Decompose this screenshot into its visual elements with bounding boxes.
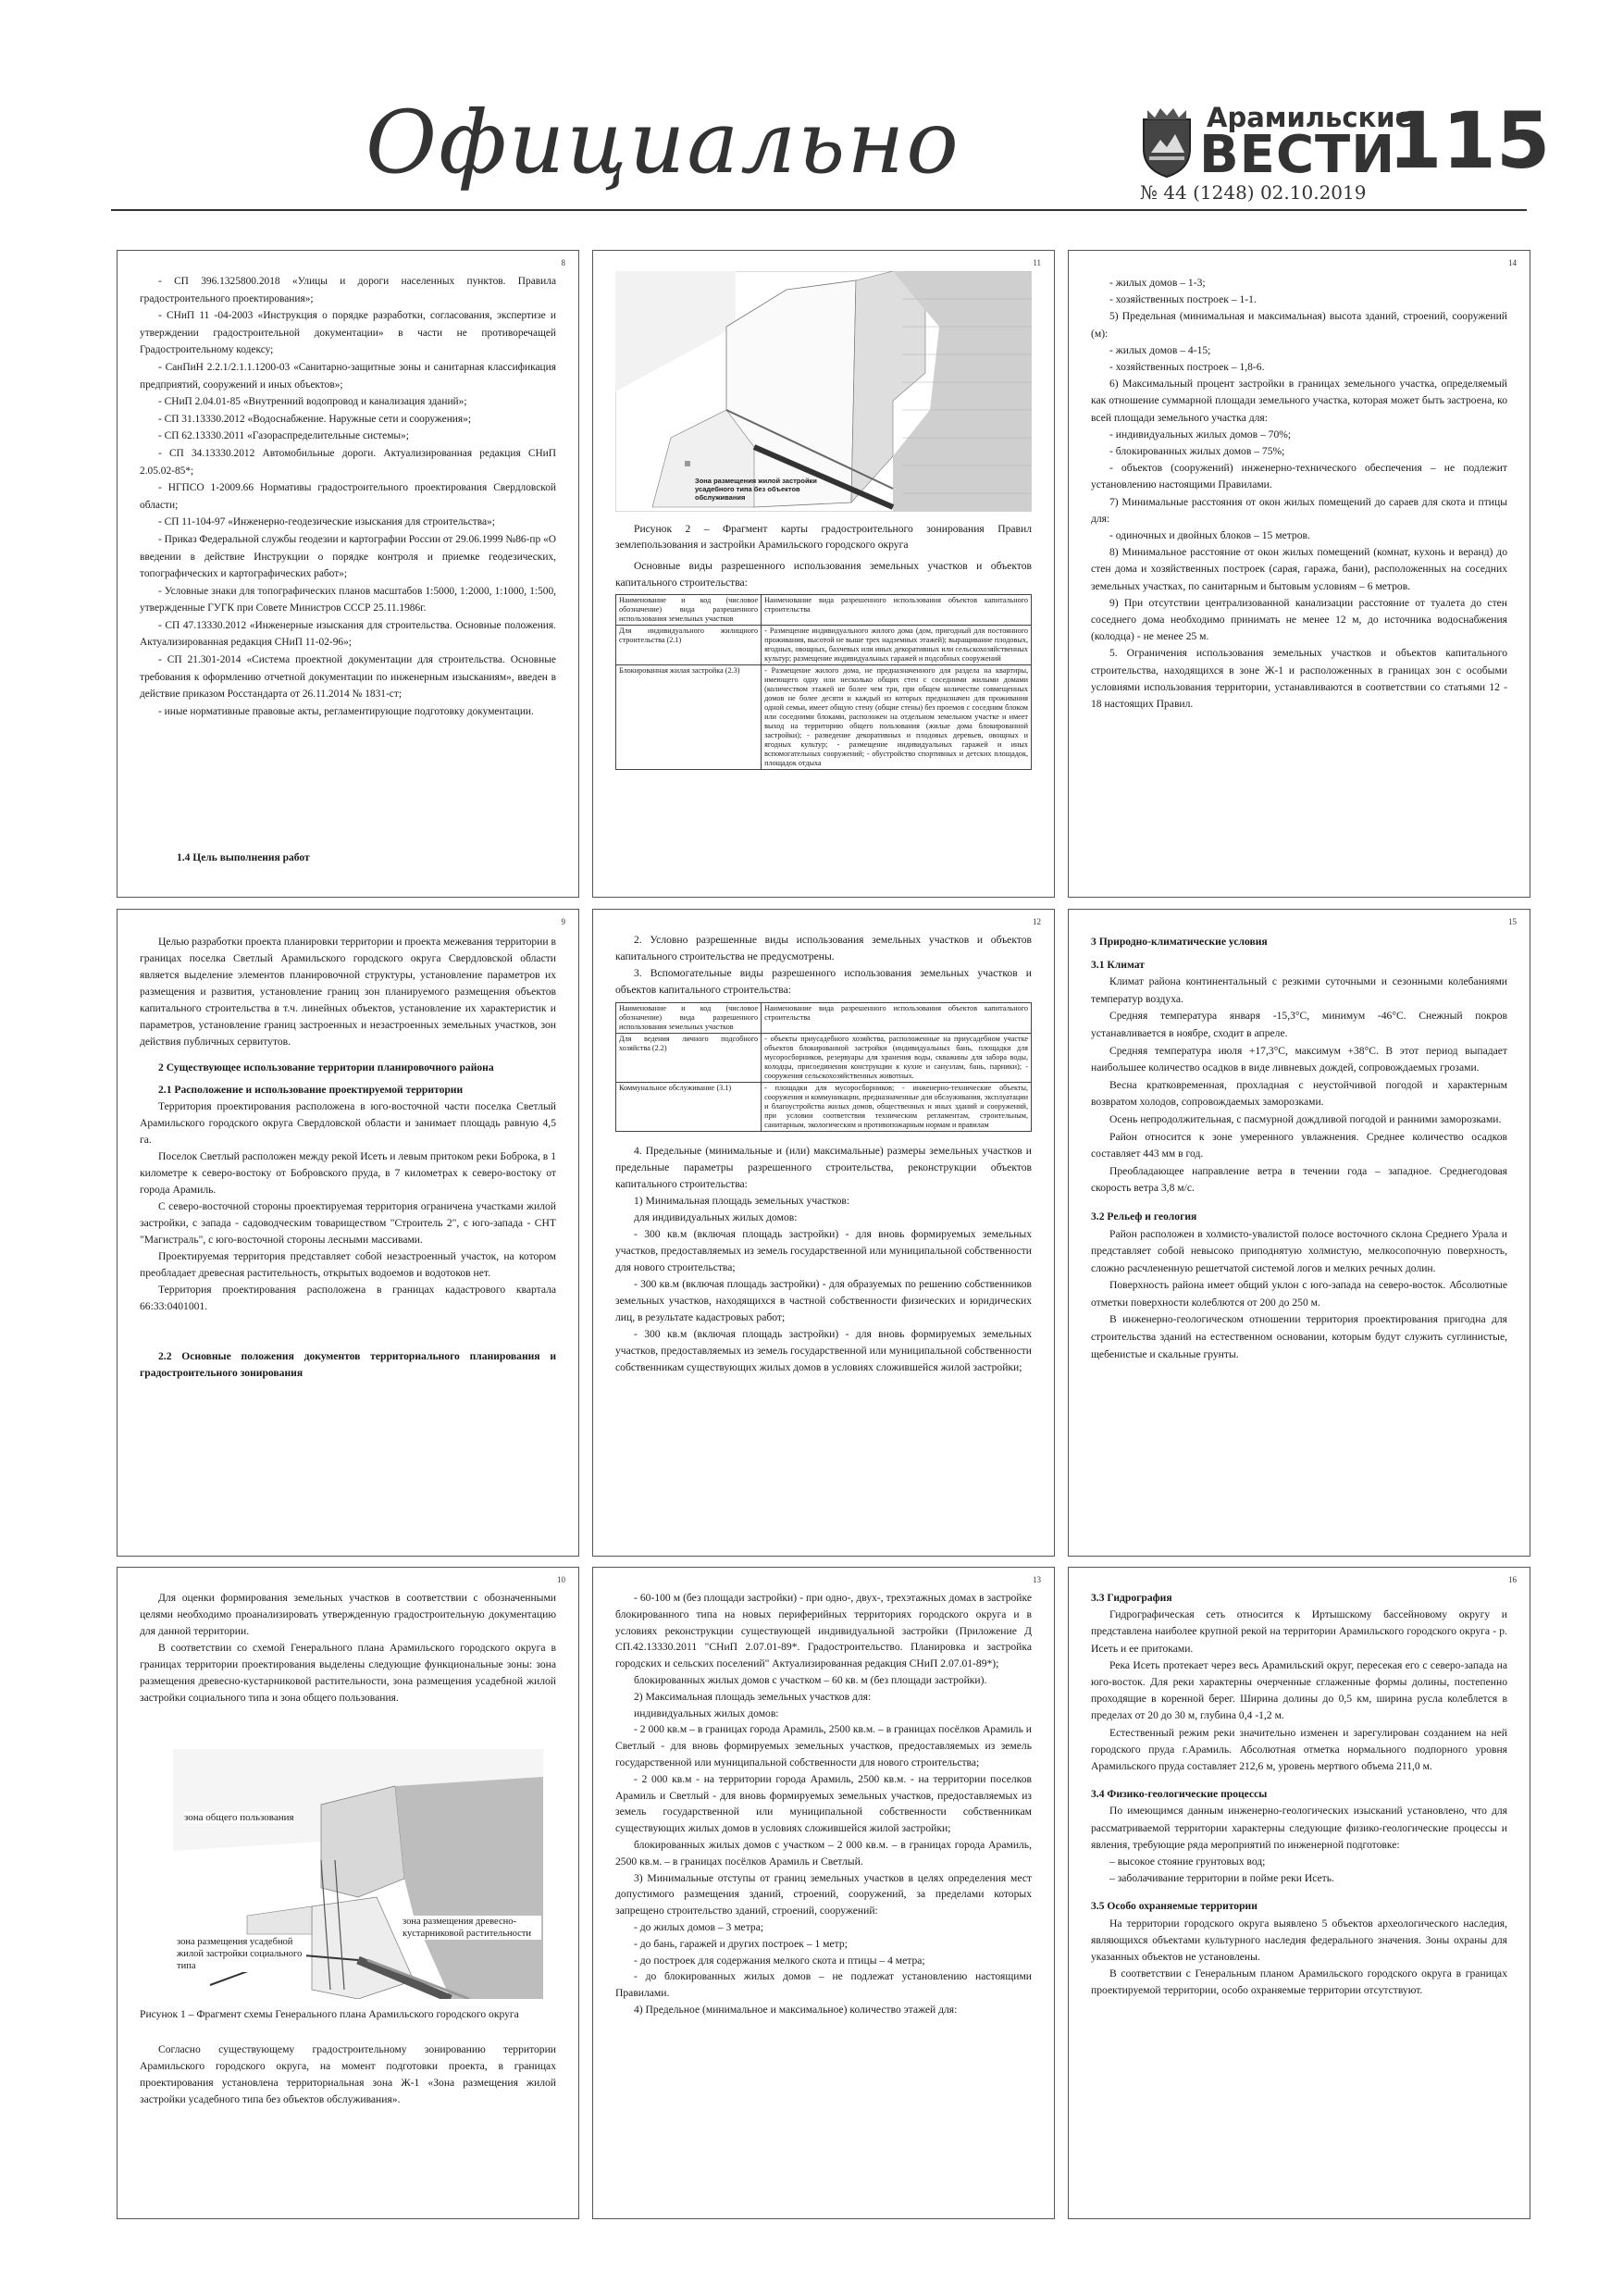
list-item: - иные нормативные правовые акты, регламентирующие подготовку документации. (158, 705, 534, 717)
figure-caption: Рисунок 2 – Фрагмент карты градостроительного зонирования Правил землепользования и застройки Арамильского городского округа (615, 523, 1032, 552)
page-11 (592, 250, 1055, 898)
list-item: 8) Минимальное расстояние от окон жилых помещений (комнат, кухонь и веранд) до стен дома и хозяйственных построек (сарая, гаража, бани), расположенных на соседних земельных участках, по санитарным и бытовым условиям – 6 метров. (1091, 546, 1507, 592)
paragraph: - 300 кв.м (включая площадь застройки) - для образуемых по решению собственников земельных участков, находящихся в частной собственности физических и юридических лиц, в результате кадастровых работ; (615, 1278, 1032, 1323)
issue-info: № 44 (1248) 02.10.2019 (1140, 181, 1367, 204)
page-9-text (140, 934, 556, 1382)
page-16-text (1091, 1590, 1507, 2000)
list-item: - до жилых домов – 3 метра; (634, 1920, 764, 1933)
paragraph: - 2 000 кв.м - на территории города Арамиль, 2500 кв.м. - на территории поселков Арамиль и Светлый - для вновь формируемых земельных участков, предоставляемых из земель государственной или муниципальной собственности собственникам существующих жилых домов в условиях сложившейся жилой застройки; (615, 1772, 1032, 1835)
paragraph: Средняя температура января -15,3°С, минимум -46°С. Снежный покров устанавливается в ноябре, сходит в апреле. (1091, 1010, 1507, 1039)
paragraph: Район расположен в холмисто-увалистой полосе восточного склона Среднего Урала и представляет собой невысоко приподнятую холмистую, мелкосопочную поверхность, сложно расчлененную решетчатой системой логов и мелких речных долин. (1091, 1227, 1507, 1274)
table-row: Коммунальное обслуживание (3.1) - площадки для мусоросборников; - инженерно-технические объекты, сооружения и коммуникации, предназначенные для обслуживания, эксплуатации и благоустройства жилых домов, общественных и иных зданий и сооружений, при условии соответствия техническим регламентам, строительным, санитарным, экологическим и противопожарным нормам и правилам (616, 1083, 1032, 1132)
list-item: - жилых домов – 1-3; (1109, 277, 1206, 289)
table-row: Для индивидуального жилищного строительства (2.1) - Размещение индивидуального жилого дома (дом, пригодный для постоянного проживания, высотой не выше трех надземных этажей); выращивание плодовых, ягодных, овощных, бахчевых или иных декоративных или сельскохозяйственных культур; размещение индивидуальных гаражей и подсобных сооружений (616, 625, 1032, 664)
page-number-16: 16 (1508, 1575, 1517, 1584)
paragraph: - 300 кв.м (включая площадь застройки) - для вновь формируемых земельных участков, предоставляемых из земель государственной или муниципальной собственности собственникам существующих жилых домов в условиях сложившейся жилой застройки; (615, 1328, 1032, 1373)
paragraph: 2) Максимальная площадь земельных участков для: (634, 1690, 872, 1703)
paragraph: На территории городского округа выявлено 5 объектов археологического наследия, являющихся объектами культурного наследия федерального значения. Зоны охраны для указанных объектов не установлены. (1091, 1917, 1507, 1964)
paragraph: Гидрографическая сеть относится к Иртышскому бассейновому округу и представлена наиболее крупной рекой на территории Арамильского городского округа - р. Исеть и ее притоками. (1091, 1608, 1507, 1655)
list-item: - блокированных жилых домов – 75%; (1109, 445, 1285, 458)
paragraph: Средняя температура июля +17,3°С, максимум +38°С. В этот период выпадает наибольшее количество осадков в виде ливневых дождей, сопровождаемых грозами. (1091, 1044, 1507, 1074)
section-heading: 3.1 Климат (1091, 958, 1145, 971)
page-number: 115 (1388, 95, 1551, 186)
page-10-text-bottom (140, 2006, 556, 2108)
newspaper-logo (1140, 102, 1414, 185)
paragraph: В соответствии с Генеральным планом Арамильского городского округа в границах проектируемой территории, особо охраняемые территории отсутствуют. (1091, 1967, 1507, 1997)
paragraph: 1) Минимальная площадь земельных участков: (634, 1195, 850, 1207)
paragraph: Естественный режим реки значительно изменен и зарегулирован созданием на ней городского пруда г.Арамиль. Абсолютная отметка нормального подпорного уровня Арамильского пруда составляет 212,6 м, уровень мертвого объема 211,0 м. (1091, 1726, 1507, 1773)
list-item: - СНиП 11 -04-2003 «Инструкция о порядке разработки, согласования, экспертизе и утверждении градостроительной документации» в части не противоречащей Градостроительному кодексу; (140, 310, 556, 356)
list-item: - СП 62.13330.2011 «Газораспределительные системы»; (158, 430, 409, 442)
list-item: - СанПиН 2.2.1/2.1.1.1200-03 «Санитарно-защитные зоны и санитарная классификация предприятий, сооружений и иных объектов»; (140, 361, 556, 391)
paragraph: С северо-восточной стороны проектируемая территория ограничена участками жилой застройки, с запада - садоводческим товариществом "Строитель 2", с юго-запада - СНТ "Магистраль", с юго-восточной стороны лесными массивами. (140, 1200, 556, 1246)
page-8-text (140, 273, 556, 720)
list-item: - СП 396.1325800.2018 «Улицы и дороги населенных пунктов. Правила градостроительного проектирования»; (140, 276, 556, 304)
page-12-text (615, 932, 1032, 1376)
page-number-10: 10 (557, 1575, 565, 1584)
map-label-public-zone: зона общего пользования (184, 1812, 294, 1823)
page-number-15: 15 (1508, 917, 1517, 926)
section-heading: 3.5 Особо охраняемые территории (1091, 1900, 1258, 1913)
page-16 (1068, 1567, 1530, 2219)
page-number-12: 12 (1033, 917, 1041, 926)
paragraph: - 2 000 кв.м – в границах города Арамиль, 2500 кв.м. – в границах посёлков Арамиль и Светлый - для вновь формируемых земельных участков, предоставляемых из земель государственной или муниципальной собственности для нового строительства; (615, 1723, 1032, 1769)
section-heading: 2.2 Основные положения документов территориального планирования и градостроительного зонирования (140, 1350, 556, 1379)
page-12 (592, 909, 1055, 1557)
list-item: - СП 11-104-97 «Инженерно-геодезические изыскания для строительства»; (158, 516, 495, 528)
page-14 (1068, 250, 1530, 898)
list-item: - хозяйственных построек – 1-1. (1109, 293, 1257, 306)
page-10 (117, 1567, 579, 2219)
paragraph: В инженерно-геологическом отношении территория проектирования пригодна для строительства зданий на естественном основании, которым будут служить суглинистые, щебенистые и скальные грунты. (1091, 1313, 1507, 1360)
map-label-housing-zone: зона размещения усадебной жилой застройки социального типа (177, 1936, 306, 1972)
paragraph: - 60-100 м (без площади застройки) - при одно-, двух-, трехэтажных домах в застройке блокированного типа на новых периферийных территориях городского округа и в условиях реконструкции существующей индивидуальной застройки (Приложение Д СП.42.13330.2011 "СНиП 2.07.01-89*. Градостроительство. Планировка и застройка городских и сельских поселений" Актуализированная редакция СНиП 2.07.01-89*); (615, 1592, 1032, 1670)
paragraph: блокированных жилых домов с участком – 60 кв. м (без площади застройки). (634, 1673, 987, 1686)
page-15 (1068, 909, 1530, 1557)
list-item: - НГПСО 1-2009.66 Нормативы градостроительного проектирования Свердловской области; (140, 482, 556, 511)
section-heading: 2 Существующее использование территории планировочного района (158, 1061, 494, 1074)
page-8 (117, 250, 579, 898)
section-title: Официально (365, 93, 960, 193)
paragraph: 4) Предельное (минимальное и максимальное) количество этажей для: (634, 2003, 958, 2016)
list-item: - Приказ Федеральной службы геодезии и картографии России от 29.06.1999 №86-пр «О введении в действие Инструкции о порядке контроля и приемке геодезических, топографических и картографических работ»; (140, 533, 556, 580)
list-item: - СП 47.13330.2012 «Инженерные изыскания для строительства. Основные положения. Актуализированная редакция СНиП 11-02-96»; (140, 619, 556, 649)
list-item: - до блокированных жилых домов – не подлежат установлению настоящими Правилами. (615, 1970, 1032, 2000)
list-item: – заболачивание территории в пойме реки Исеть. (1109, 1872, 1334, 1885)
paragraph: Район относится к зоне умеренного увлажнения. Среднее количество осадков составляет 443 мм в год. (1091, 1130, 1507, 1160)
usage-table (615, 594, 1032, 770)
brand-top: Арамильские (1207, 102, 1414, 133)
paragraph: Весна кратковременная, прохладная с неустойчивой погодой и характерным возвратом холодов, сопровождаемых заморозками. (1091, 1078, 1507, 1109)
zoning-map (615, 271, 1032, 512)
paragraph: Целью разработки проекта планировки территории и проекта межевания территории в границах поселка Светлый Арамильского городского округа Свердловской области является выделение элементов планировочной структуры, установление параметров их размещения и развития, установление границ зон планируемого размещения объектов капитального строительства в т.ч. линейных объектов, установление их характеристик и параметров, установление границ застроенных и незастроенных земельных участков, зон действия публичных сервитутов. (140, 936, 556, 1048)
brand-main: ВЕСТИ (1199, 125, 1396, 185)
page-number-13: 13 (1033, 1575, 1041, 1584)
paragraph: - 300 кв.м (включая площадь застройки) - для вновь формируемых земельных участков, предоставляемых из земель государственной или муниципальной собственности для нового строительства; (615, 1228, 1032, 1273)
list-item: - Условные знаки для топографических планов масштабов 1:5000, 1:2000, 1:1000, 1:500, утвержденные ГУГК при Совете Министров СССР 25.11.1986г. (140, 585, 556, 614)
paragraph: Проектируемая территория представляет собой незастроенный участок, на котором преобладает древесная растительность, открытых водоемов и водотоков нет. (140, 1250, 556, 1279)
paragraph: Осень непродолжительная, с пасмурной дождливой погодой и ранними заморозками. (1109, 1112, 1502, 1125)
paragraph: Для оценки формирования земельных участков в соответствии с обозначенными целями необходимо проанализировать утвержденную градостроительную документацию для данной территории. (140, 1592, 556, 1637)
paragraph: Река Исеть протекает через весь Арамильский округ, пересекая его с северо-запада на юго-восток. Для реки характерны очерченные сглаженные формы долины, постепенно проходящие в коренной берег. Ширина долины до 0,5 км, ширина русла колеблется в пределах от 20 до 30 м, глубина 0,4 -1,2 м. (1091, 1658, 1507, 1722)
list-item: - СП 21.301-2014 «Система проектной документации для строительства. Основные требования к оформлению отчетной документации по инженерным изысканиям», введен в действие приказом Росстандарта от 26.11.2014 № 1831-ст; (140, 654, 556, 701)
page-9 (117, 909, 579, 1557)
paragraph: Климат района континентальный с резкими суточными и сезонными колебаниями температур воздуха. (1091, 975, 1507, 1005)
paragraph: Территория проектирования расположена в границах кадастрового квартала 66:33:0401001. (140, 1284, 556, 1312)
paragraph: По имеющимся данным инженерно-геологических изысканий установлено, что для рассматриваемой территории характерны следующие физико-геологические процессы и явления, требующие ряда мероприятий по инженерной подготовке: (1091, 1805, 1507, 1851)
section-heading: 3 Природно-климатические условия (1091, 936, 1268, 948)
paragraph: 4. Предельные (минимальные и (или) максимальные) размеры земельных участков и предельные параметры разрешенного строительства, реконструкции объектов капитального строительства: (615, 1145, 1032, 1190)
page-number-8: 8 (561, 258, 565, 267)
list-item: - до построек для содержания мелкого скота и птицы – 4 метра; (634, 1954, 925, 1967)
paragraph: Территория проектирования расположена в юго-восточной части поселка Светлый Арамильского городского округа Свердловской области и занимает площадь равную 4,5 га. (140, 1100, 556, 1146)
list-item: - одиночных и двойных блоков – 15 метров. (1109, 529, 1310, 542)
section-heading: 1.4 Цель выполнения работ (177, 852, 310, 863)
list-item: - СП 31.13330.2012 «Водоснабжение. Наружные сети и сооружения»; (158, 413, 471, 425)
list-item: 5. Ограничения использования земельных участков и объектов капитального строительства, находящихся в зоне Ж-1 и расположенных в границах зон с особыми условиями использования территории, устанавливаются в соответствии со статьями 12 - 18 настоящих Правил. (1091, 647, 1507, 711)
page-11-text (615, 521, 1032, 776)
figure-caption: Рисунок 1 – Фрагмент схемы Генерального плана Арамильского городского округа (140, 2008, 519, 2020)
auxiliary-usage-table (615, 1002, 1032, 1132)
page-14-text (1091, 275, 1507, 713)
paragraph: индивидуальных жилых домов: (634, 1706, 779, 1719)
list-item: - СНиП 2.04.01-85 «Внутренний водопровод и канализация зданий»; (158, 396, 467, 408)
paragraph: 3. Вспомогательные виды разрешенного использования земельных участков и объектов капитального строительства: (615, 967, 1032, 996)
section-heading: 3.2 Рельеф и геология (1091, 1210, 1197, 1222)
page-13-text (615, 1590, 1032, 2018)
list-item: - объектов (сооружений) инженерно-технического обеспечения – не подлежит установлению настоящими Правилами. (1091, 462, 1507, 491)
list-item: 5) Предельная (минимальная и максимальная) высота зданий, строений, сооружений (м): (1091, 310, 1507, 340)
table-row: Для ведения личного подсобного хозяйства (2.2) - объекты приусадебного хозяйства, расположенные на приусадебном участке объектов блокированной застройки (индивидуальных бань, площадки для мусоросборников, резервуары для хранения воды, скважины для забора воды, колодцы, присоединения конструкции к кухне и санузлам, бань, парники); - сооружения сельскохозяйственных животных. (616, 1034, 1032, 1083)
page-10-text-top (140, 1590, 556, 1706)
page-15-text (1091, 934, 1507, 1363)
page-number-14: 14 (1508, 258, 1517, 267)
paragraph: Основные виды разрешенного использования земельных участков и объектов капитального строительства: (615, 560, 1032, 589)
paragraph: 3) Минимальные отступы от границ земельных участков в целях определения мест допустимого размещения зданий, строений, сооружений, за пределами которых запрещено строительство зданий, строений, сооружений: (615, 1871, 1032, 1917)
map-label-forest-zone: зона размещения древесно-кустарниковой растительности (403, 1916, 541, 1940)
paragraph: В соответствии со схемой Генерального плана Арамильского городского округа в границах территории проектирования выделены следующие функциональные зоны: зона размещения древесно-кустарниковой растительности, зона размещения усадебной жилой застройки социального типа и зона общего пользования. (140, 1642, 556, 1704)
list-item: – высокое стояние грунтовых вод; (1109, 1855, 1266, 1868)
list-item: 9) При отсутствии централизованной канализации расстояние от туалета до стен соседнего дома необходимо принимать не менее 12 м, до источника водоснабжения (колодца) - не менее 25 м. (1091, 596, 1507, 643)
header-rule (111, 209, 1527, 211)
page-number-11: 11 (1033, 258, 1041, 267)
section-heading: 3.3 Гидрография (1091, 1592, 1172, 1604)
page-13 (592, 1567, 1055, 2219)
list-item: - до бань, гаражей и других построек – 1 метр; (634, 1937, 848, 1950)
paragraph: Преобладающее направление ветра в течении года – западное. Среднегодовая скорость ветра 3,8 м/с. (1091, 1164, 1507, 1195)
list-item: 7) Минимальные расстояния от окон жилых помещений до сараев для скота и птицы для: (1091, 495, 1507, 525)
section-heading: 2.1 Расположение и использование проектируемой территории (158, 1084, 464, 1096)
list-item: 6) Максимальный процент застройки в границах земельного участка, определяемый как отношение суммарной площади земельного участка, которая может быть застроена, ко всей площади земельного участка для: (1091, 378, 1507, 424)
table-row: Наименование и код (числовое обозначение) вида разрешенного использования земельных участков Наименование вида разрешенного использования объектов капитального строительства (616, 1003, 1032, 1034)
paragraph: для индивидуальных жилых домов: (634, 1211, 798, 1223)
page-number-9: 9 (561, 917, 565, 926)
list-item: - СП 34.13330.2012 Автомобильные дороги. Актуализированная редакция СНиП 2.05.02-85*; (140, 447, 556, 477)
paragraph: Согласно существующему градостроительному зонированию территории Арамильского городского округа, на момент подготовки проекта, в границах проектирования установлена территориальная зона Ж-1 «Зона размещения жилой застройки усадебного типа без объектов обслуживания». (140, 2043, 556, 2105)
paragraph: Поселок Светлый расположен между рекой Исеть и левым притоком реки Боброка, в 1 километре к северо-востоку от Бобровского пруда, в 7 километрах к северо-востоку от города Арамиль. (140, 1150, 556, 1196)
section-heading: 3.4 Физико-геологические процессы (1091, 1788, 1268, 1801)
city-crest-icon (1140, 106, 1194, 179)
paragraph: блокированных жилых домов с участком – 2 000 кв.м. – в границах города Арамиль, 2500 кв.м. – в границах посёлков Арамиль и Светлый. (615, 1838, 1032, 1868)
table-row: Наименование и код (числовое обозначение) вида разрешенного использования земельных участков Наименование вида разрешенного использования объектов капитального строительства (616, 594, 1032, 625)
table-row: Блокированная жилая застройка (2.3) - Размещение жилого дома, не предназначенного для раздела на квартиры, имеющего одну или несколько общих стен с соседними жилыми домами (количеством этажей не более чем три, при общем количестве совмещенных домов не более десяти и каждый из которых предназначен для проживания одной семьи, имеет общую стену (общие стены) без проемов с соседним блоком или соседними блоками, расположен на отдельном земельном участке и имеет выход на территорию общего пользования (жилые дома блокированной застройки); - разведение декоративных и плодовых деревьев, овощных и ягодных культур; - размещение индивидуальных гаражей и иных вспомогательных сооружений; - обустройство спортивных и детских площадок, площадок отдыха (616, 664, 1032, 769)
list-item: - хозяйственных построек – 1,8-6. (1109, 361, 1265, 374)
map-legend: Зона размещения жилой застройки усадебного типа без объектов обслуживания (695, 477, 817, 502)
paragraph: Поверхность района имеет общий уклон с юго-запада на северо-восток. Абсолютные отметки поверхности колеблются от 200 до 250 м. (1091, 1279, 1507, 1309)
paragraph: 2. Условно разрешенные виды использования земельных участков и объектов капитального строительства не предусмотрены. (615, 934, 1032, 962)
list-item: - жилых домов – 4-15; (1109, 343, 1211, 356)
list-item: - индивидуальных жилых домов – 70%; (1109, 428, 1292, 441)
